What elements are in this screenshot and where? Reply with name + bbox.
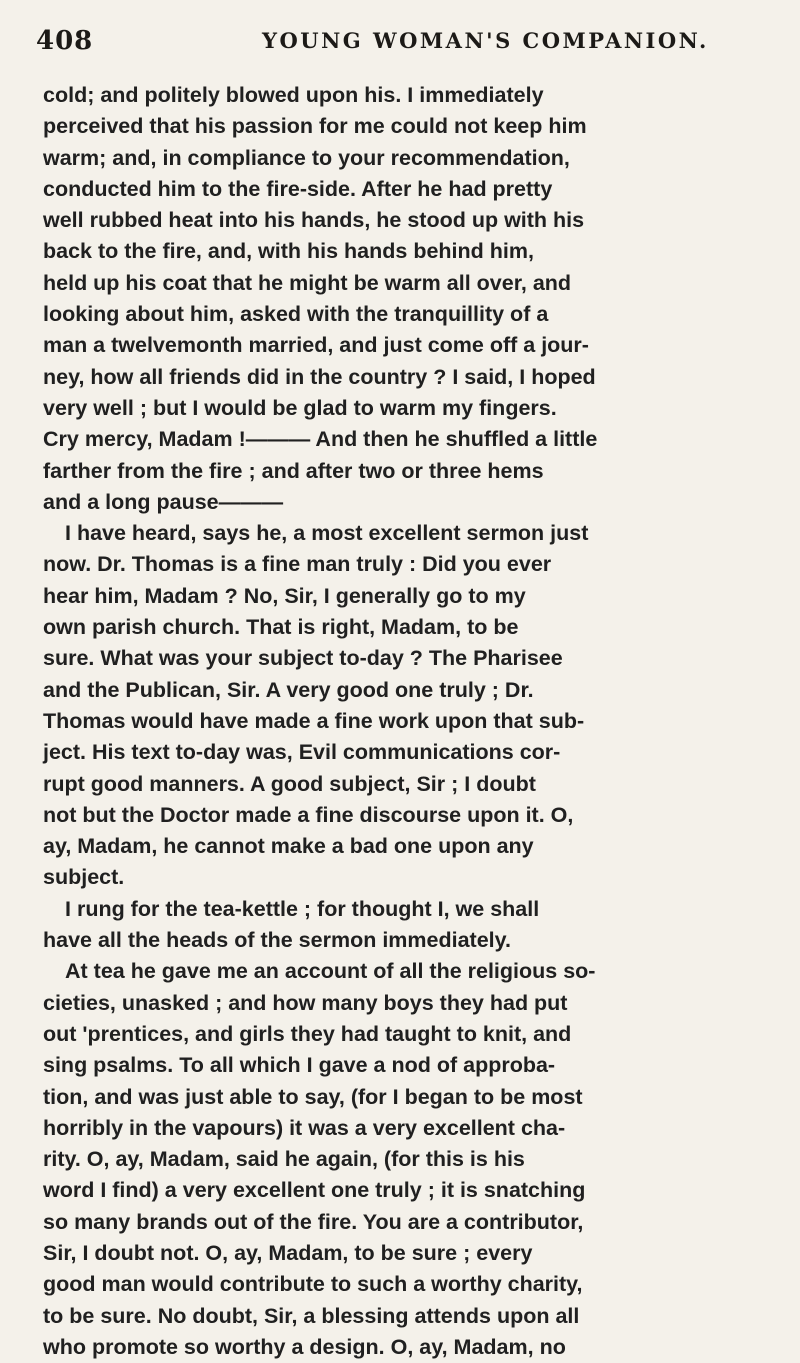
running-title: YOUNG WOMAN'S COMPANION. xyxy=(262,28,709,53)
text-line: I have heard, says he, a most excellent sermon just xyxy=(65,521,589,546)
text-line: sing psalms. To all which I gave a nod of approba- xyxy=(43,1053,556,1078)
text-line: rupt good manners. A good subject, Sir ; I doubt xyxy=(43,771,536,796)
text-line: very well ; but I would be glad to warm my fingers. xyxy=(43,395,557,420)
text-line: and the Publican, Sir. A very good one truly ; Dr. xyxy=(43,677,534,702)
text-line: word I find) a very excellent one truly ; it is snatching xyxy=(43,1178,586,1203)
text-line: tion, and was just able to say, (for I began to be most xyxy=(43,1084,583,1109)
text-line: so many brands out of the fire. You are a contributor, xyxy=(43,1209,584,1234)
text-line: conducted him to the fire-side. After he had pretty xyxy=(43,176,553,201)
text-line: ney, how all friends did in the country ? I said, I hoped xyxy=(43,364,596,389)
text-line: I rung for the tea-kettle ; for thought I, we shall xyxy=(65,896,540,921)
text-line: ay, Madam, he cannot make a bad one upon any xyxy=(43,834,534,859)
text-line: warm; and, in compliance to your recommendation, xyxy=(43,145,570,170)
text-line: back to the fire, and, with his hands behind him, xyxy=(43,239,534,264)
text-line: farther from the fire ; and after two or three hems xyxy=(43,458,544,483)
text-line: Sir, I doubt not. O, ay, Madam, to be sure ; every xyxy=(43,1240,533,1265)
text-line: rity. O, ay, Madam, said he again, (for this is his xyxy=(43,1147,525,1172)
text-line: Thomas would have made a fine work upon that sub- xyxy=(43,708,585,733)
text-line: own parish church. That is right, Madam, to be xyxy=(43,615,519,640)
text-line: ject. His text to-day was, Evil communications cor- xyxy=(43,740,561,765)
text-line: have all the heads of the sermon immediately. xyxy=(43,928,511,953)
text-line: held up his coat that he might be warm all over, and xyxy=(43,270,572,295)
text-line: not but the Doctor made a fine discourse upon it. O, xyxy=(43,802,574,827)
text-line: now. Dr. Thomas is a fine man truly : Did you ever xyxy=(43,552,552,577)
text-line: good man would contribute to such a worthy charity, xyxy=(43,1272,583,1297)
body-text xyxy=(43,80,763,1363)
text-line: perceived that his passion for me could not keep him xyxy=(43,114,587,139)
text-line: who promote so worthy a design. O, ay, Madam, no xyxy=(43,1334,566,1359)
running-head xyxy=(0,26,800,66)
text-line: and a long pause——— xyxy=(43,489,284,514)
text-line: looking about him, asked with the tranquillity of a xyxy=(43,302,549,327)
text-line: At tea he gave me an account of all the religious so- xyxy=(65,959,596,984)
text-line: cold; and politely blowed upon his. I immediately xyxy=(43,83,544,107)
text-line: well rubbed heat into his hands, he stood up with his xyxy=(43,208,585,233)
text-line: man a twelvemonth married, and just come off a jour- xyxy=(43,333,589,358)
text-line: sure. What was your subject to-day ? The Pharisee xyxy=(43,646,563,671)
text-line: Cry mercy, Madam !——— And then he shuffled a little xyxy=(43,427,598,452)
text-line: out 'prentices, and girls they had taught to knit, and xyxy=(43,1021,572,1046)
text-line: hear him, Madam ? No, Sir, I generally go to my xyxy=(43,583,526,608)
text-line: subject. xyxy=(43,865,125,890)
text-line: cieties, unasked ; and how many boys they had put xyxy=(43,990,568,1015)
text-line: to be sure. No doubt, Sir, a blessing attends upon all xyxy=(43,1303,580,1328)
text-line: horribly in the vapours) it was a very excellent cha- xyxy=(43,1115,566,1140)
page-number: 408 xyxy=(36,26,94,56)
